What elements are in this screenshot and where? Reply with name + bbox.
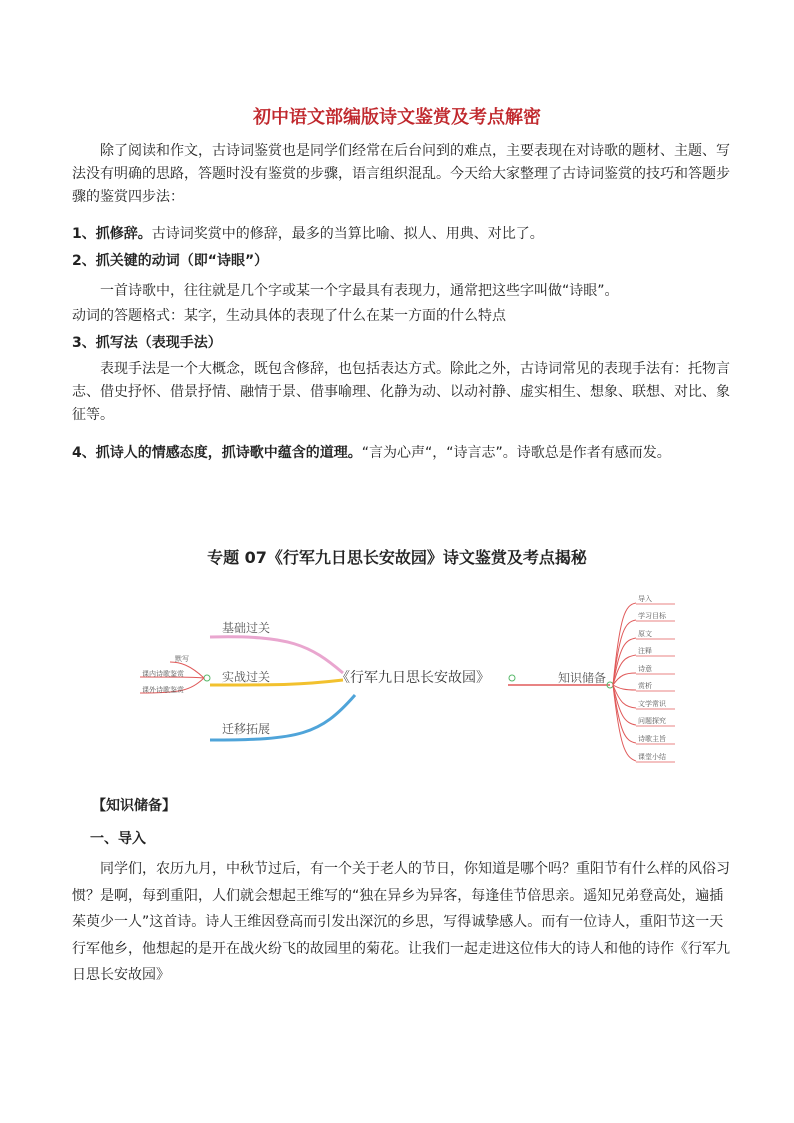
section-1-heading: 一、导入 xyxy=(90,831,146,847)
step-4-body: “言为心声“，“诗言志”。诗歌总是作者有感而发。 xyxy=(361,445,671,461)
leaf-label: 赏析 xyxy=(638,682,652,690)
leaf-line xyxy=(613,685,636,761)
leaf-label: 学习目标 xyxy=(638,612,666,620)
mind-map xyxy=(100,585,700,775)
leaf-line xyxy=(613,685,636,690)
leaf-label: 诗意 xyxy=(638,665,652,673)
leaf-label: 注释 xyxy=(638,647,652,655)
step-1-body: 古诗词奖赏中的修辞，最多的当算比喻、拟人、用典、对比了。 xyxy=(151,226,544,242)
section-label: 【知识储备】 xyxy=(92,798,176,814)
step-1 xyxy=(72,223,732,246)
practice-collapse-icon[interactable] xyxy=(204,675,210,681)
branch-transfer-label: 迁移拓展 xyxy=(222,722,271,736)
topic-subtitle: 专题 07《行军九日思长安故园》诗文鉴赏及考点揭秘 xyxy=(207,548,587,567)
branch-basic-label: 基础过关 xyxy=(222,621,271,635)
page-title: 初中语文部编版诗文鉴赏及考点解密 xyxy=(253,107,541,128)
mind-center-label: 《行军九日思长安故园》 xyxy=(336,670,490,686)
sub-label-dictation: 默写 xyxy=(175,655,189,663)
branch-practice-label: 实战过关 xyxy=(222,670,271,684)
leaf-label: 文学常识 xyxy=(638,700,666,708)
step-2-body: 一首诗歌中，往往就是几个字或某一个字最具有表现力，通常把这些字叫做“诗眼”。 xyxy=(100,283,619,299)
leaf-label: 课堂小结 xyxy=(638,753,666,761)
section-1-body: 同学们，农历九月，中秋节过后，有一个关于老人的节日，你知道是哪个吗？重阳节有什么样的风俗习惯？是啊，每到重阳，人们就会想起王维写的“独在异乡为异客，每逢佳节倍思亲。遥知兄弟登高处，遍插茱萸少一人”这首诗。诗人王维因登高而引发出深沉的乡思，写得诚挚感人。而有一位诗人，重阳节这一天行军他乡，他想起的是开在战火纷飞的故园里的菊花。让我们一起走进这位伟大的诗人和他的诗作《行军九日思长安故园》 xyxy=(72,861,730,983)
leaf-label: 问题探究 xyxy=(638,717,666,725)
leaf-label: 原文 xyxy=(638,630,652,638)
leaf-label: 导入 xyxy=(638,595,652,603)
step-1-heading: 1、抓修辞。 xyxy=(72,226,152,242)
step-4-heading: 4、抓诗人的情感态度，抓诗歌中蕴含的道理。 xyxy=(72,445,362,461)
step-3-body: 表现手法是一个大概念，既包含修辞，也包括表达方式。除此之外，古诗词常见的表现手法有：托物言志、借史抒怀、借景抒情、融情于景、借事喻理、化静为动、以动衬静、虚实相生、想象、联想、对比、象征等。 xyxy=(72,361,730,423)
knowledge-collapse-icon[interactable] xyxy=(509,675,515,681)
leaf-label: 诗歌主旨 xyxy=(638,735,666,743)
step-2-heading: 2、抓关键的动词（即“诗眼”） xyxy=(72,253,269,269)
leaf-lines xyxy=(613,603,636,761)
step-4 xyxy=(72,442,732,465)
intro-paragraph: 除了阅读和作文，古诗词鉴赏也是同学们经常在后台问到的难点，主要表现在对诗歌的题材、主题、写法没有明确的思路，答题时没有鉴赏的步骤，语言组织混乱。今天给大家整理了古诗词鉴赏的技巧和答题步骤的鉴赏四步法： xyxy=(72,143,730,205)
sub-label-extra: 课外诗歌鉴赏 xyxy=(142,686,184,694)
step-3-heading: 3、抓写法（表现手法） xyxy=(72,335,222,351)
branch-knowledge-label: 知识储备 xyxy=(558,671,607,685)
step-2-format: 动词的答题格式：某字，生动具体的表现了什么在某一方面的什么特点 xyxy=(72,308,506,324)
sub-label-in-class: 课内诗歌鉴赏 xyxy=(142,670,184,678)
branch-basic-line xyxy=(210,637,343,673)
